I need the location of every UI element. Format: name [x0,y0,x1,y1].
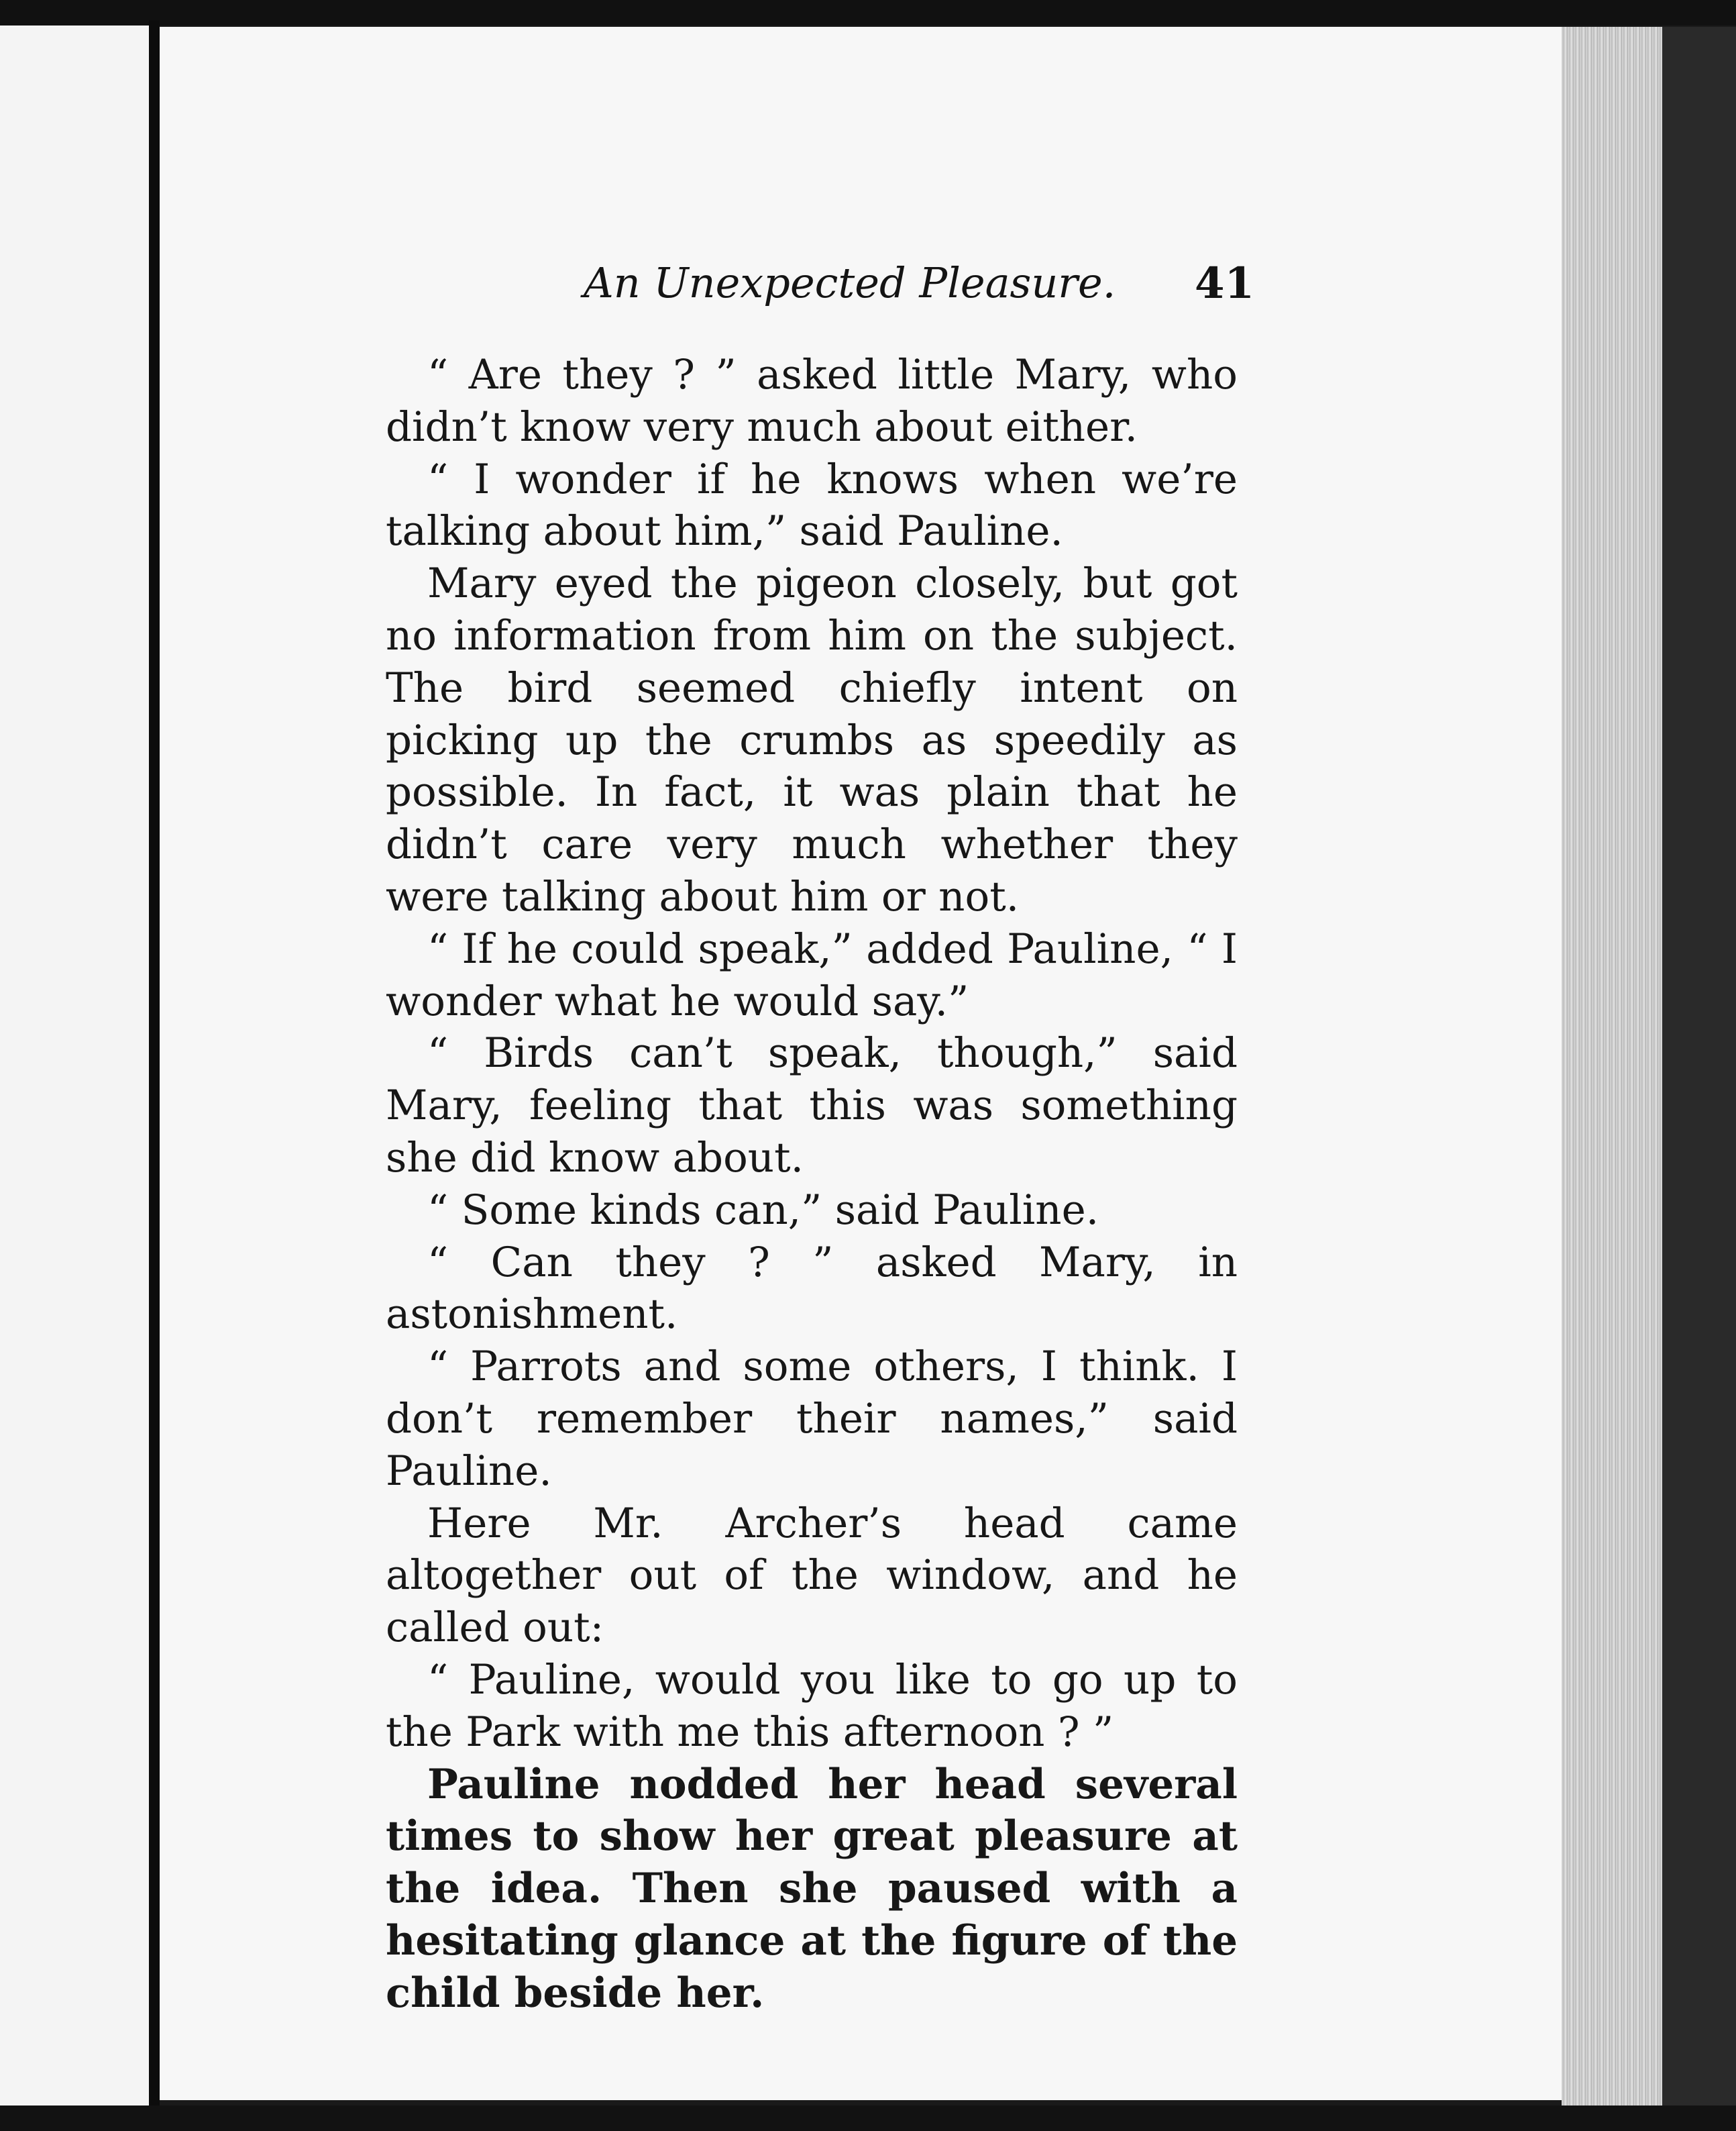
paragraph: “ Pauline, would you like to go up to the Park with me this afternoon ? ” [386,1655,1238,1756]
paragraph: “ If he could speak,” added Pauline, “ I wonder what he would say.” [386,925,1238,1025]
paragraph: Here Mr. Archer’s head came altogether out of the window, and he called out: [386,1499,1238,1652]
book-gutter [149,20,160,2114]
paragraph: “ Parrots and some others, I think. I don’t remember their names,” said Pauline. [386,1343,1238,1495]
paragraph: Mary eyed the pigeon closely, but got no information from him on the subject. The bird seemed chiefly intent on picking up the crumbs as speedily as possible. In fact, it was plain that he didn’t care very much whether they were talking about him or not. [386,560,1238,921]
book-cover-edge [1662,27,1736,2114]
page-number: 41 [1194,258,1254,309]
page-block-edges [1562,27,1662,2114]
page-body [386,349,1238,2020]
paragraph: “ Birds can’t speak, though,” said Mary, feeling that this was something she did know about. [386,1029,1238,1182]
scan-top-border [0,0,1736,25]
paragraph: Pauline nodded her head several times to show her great pleasure at the idea. Then she paused with a hesitating glance at the figure of the child beside her. [386,1760,1238,2017]
running-head [584,258,1254,319]
scan-bottom-border [0,2106,1736,2131]
paragraph: “ Are they ? ” asked little Mary, who didn’t know very much about either. [386,351,1238,451]
paragraph: “ I wonder if he knows when we’re talking about him,” said Pauline. [386,455,1238,556]
running-title: An Unexpected Pleasure. [584,258,1116,307]
paragraph: “ Some kinds can,” said Pauline. [427,1186,1099,1234]
paragraph: “ Can they ? ” asked Mary, in astonishment. [386,1238,1238,1339]
facing-page-edge [0,25,149,2106]
